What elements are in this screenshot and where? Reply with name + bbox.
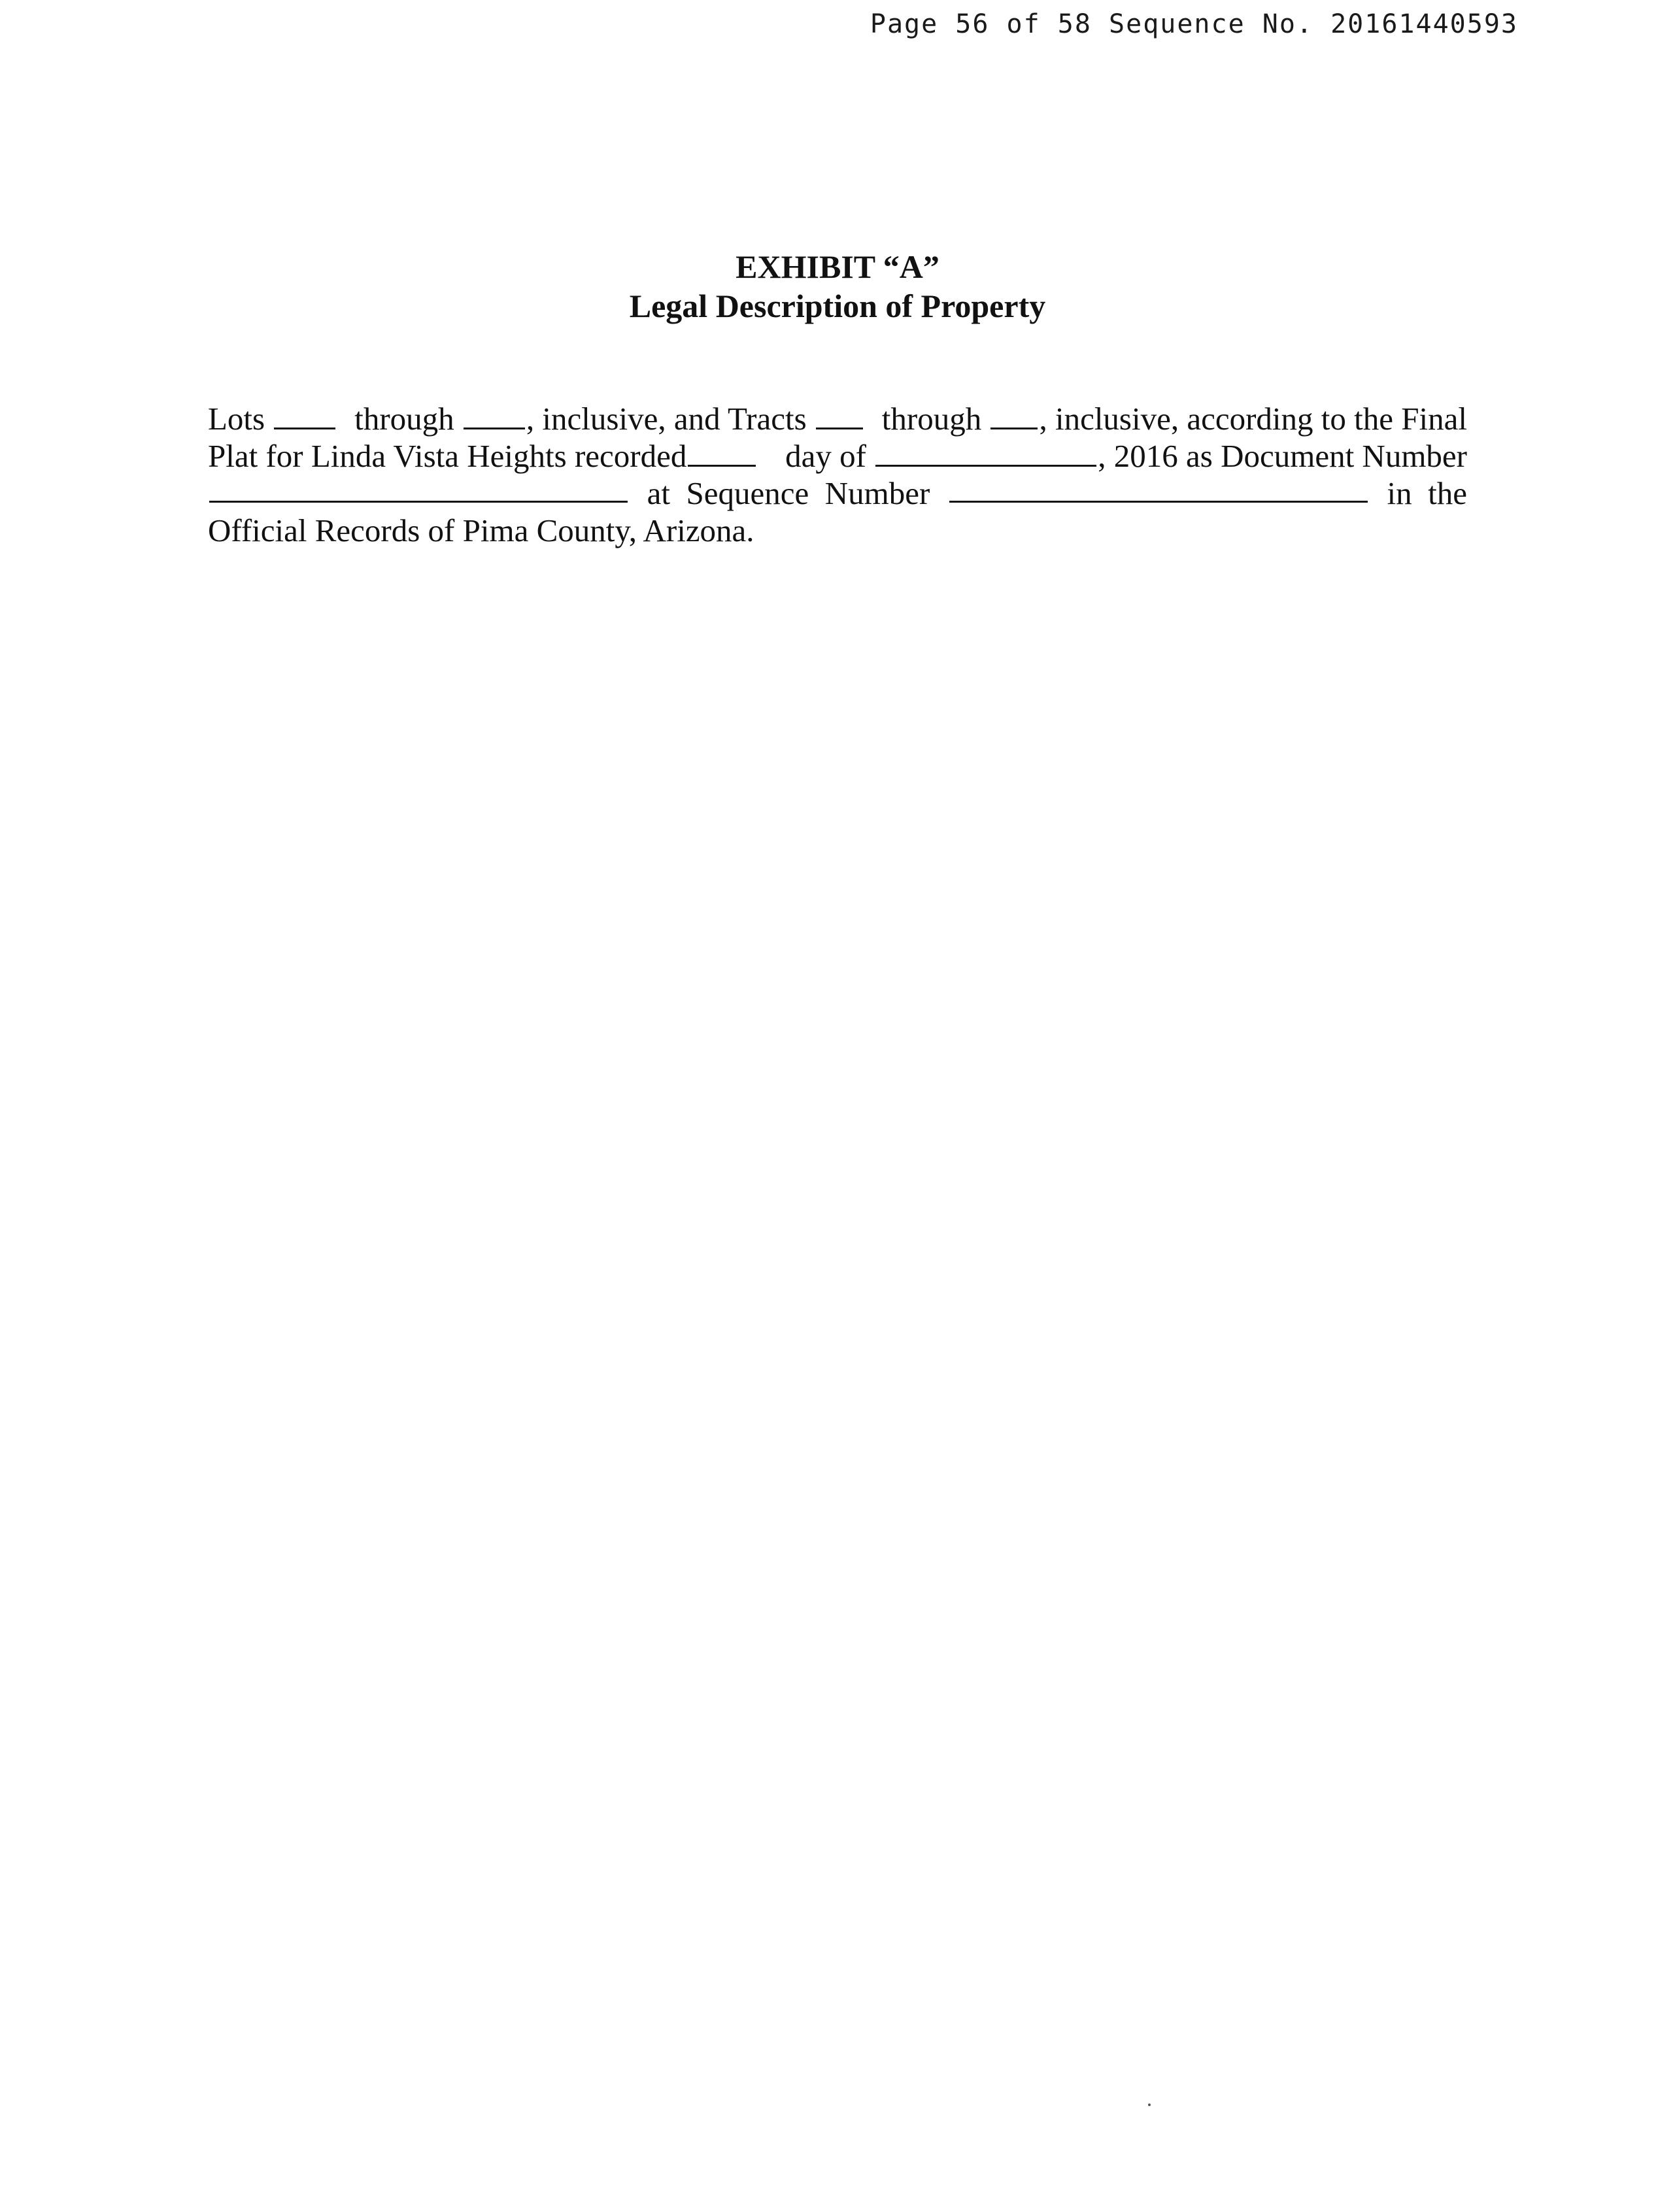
- inclusive-tracts-label: , inclusive, and Tracts: [526, 401, 807, 437]
- sequence-number-blank: [949, 475, 1368, 503]
- exhibit-title: EXHIBIT “A”: [736, 248, 939, 285]
- tracts-from-blank: [816, 401, 863, 429]
- plat-clause: [208, 437, 757, 475]
- exhibit-subtitle: Legal Description of Property: [629, 288, 1046, 324]
- lots-label: Lots: [208, 401, 265, 437]
- year-document-label: , 2016 as Document Number: [1098, 438, 1467, 474]
- paragraph-line-2: [208, 437, 1467, 475]
- lots-to-blank: [464, 401, 525, 429]
- page-sequence-stamp: Page 56 of 58 Sequence No. 20161440593: [870, 9, 1518, 39]
- tracts-through-clause: [882, 400, 1467, 437]
- plat-label: Plat for Linda Vista Heights recorded: [208, 438, 687, 474]
- sequence-number-label: at Sequence Number: [647, 475, 930, 511]
- official-records-label: Official Records of Pima County, Arizona.: [208, 512, 754, 548]
- lots-through-clause: [354, 400, 864, 437]
- in-the-label: in the: [1387, 475, 1467, 511]
- paragraph-line-1: [208, 400, 1467, 437]
- lots-from-blank: [274, 401, 335, 429]
- recorded-day-blank: [688, 439, 756, 467]
- through-label: through: [354, 401, 454, 437]
- exhibit-heading: [0, 247, 1675, 326]
- inclusive-final-label: , inclusive, according to the Final: [1039, 401, 1467, 437]
- paragraph-line-4: [208, 512, 1467, 549]
- day-of-clause: [785, 437, 1467, 475]
- tracts-to-blank: [990, 401, 1038, 429]
- document-number-blank: [209, 475, 628, 503]
- day-of-label: day of: [785, 438, 866, 474]
- scan-speck: [1148, 2103, 1151, 2106]
- lots-clause: [208, 400, 337, 437]
- legal-description-paragraph: [208, 400, 1467, 549]
- through-label: through: [881, 401, 982, 437]
- recorded-month-blank: [875, 439, 1096, 467]
- paragraph-line-3: [208, 475, 1467, 512]
